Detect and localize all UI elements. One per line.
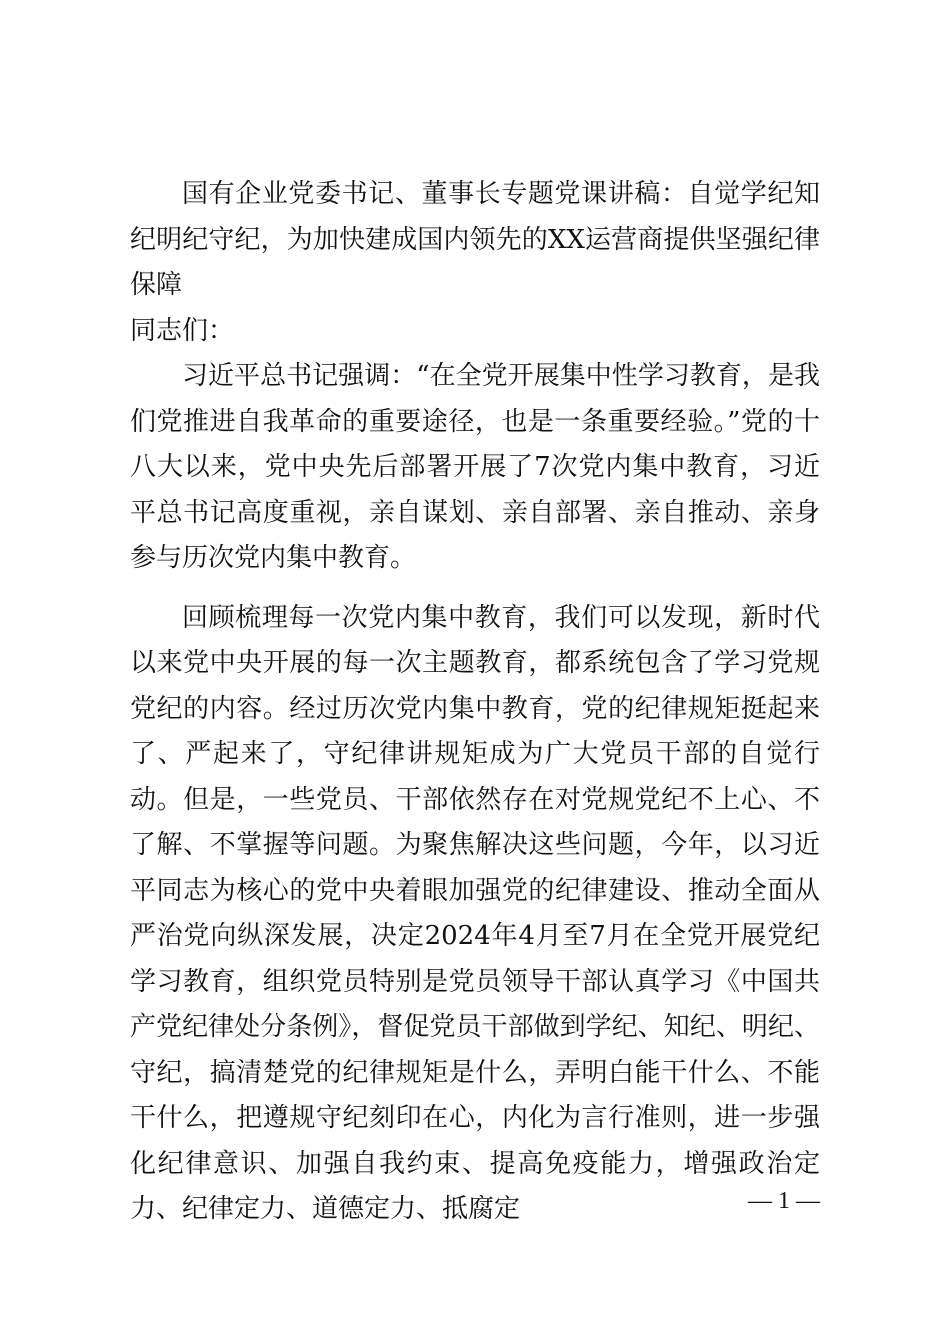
- salutation: 同志们：: [130, 315, 235, 346]
- document-body: [130, 172, 820, 1233]
- document-title: 国有企业党委书记、董事长专题党课讲稿：自觉学纪知纪明纪守纪，为加快建成国内领先的XX运营商提供坚强纪律保障: [130, 179, 820, 300]
- body-paragraph-2: 回顾梳理每一次党内集中教育，我们可以发现，新时代以来党中央开展的每一次主题教育，都系统包含了学习党规党纪的内容。经过历次党内集中教育，党的纪律规矩挺起来了、严起来了，守纪律讲规矩成为广大党员干部的自觉行动。但是，一些党员、干部依然存在对党规党纪不上心、不了解、不掌握等问题。为聚焦解决这些问题，今年，以习近平同志为核心的党中央着眼加强党的纪律建设、推动全面从严治党向纵深发展，决定2024年4月至7月在全党开展党纪学习教育，组织党员特别是党员领导干部认真学习《中国共产党纪律处分条例》，督促党员干部做到学纪、知纪、明纪、守纪，搞清楚党的纪律规矩是什么，弄明白能干什么、不能干什么，把遵规守纪刻印在心，内化为言行准则，进一步强化纪律意识、加强自我约束、提高免疫能力，增强政治定力、纪律定力、道德定力、抵腐定: [130, 602, 820, 1224]
- page-number: — 1 —: [748, 1188, 820, 1214]
- body-paragraph-1: 习近平总书记强调：“在全党开展集中性学习教育，是我们党推进自我革命的重要途径，也是一条重要经验。”党的十八大以来，党中央先后部署开展了7次党内集中教育，习近平总书记高度重视，亲自谋划、亲自部署、亲自推动、亲身参与历次党内集中教育。: [130, 361, 820, 573]
